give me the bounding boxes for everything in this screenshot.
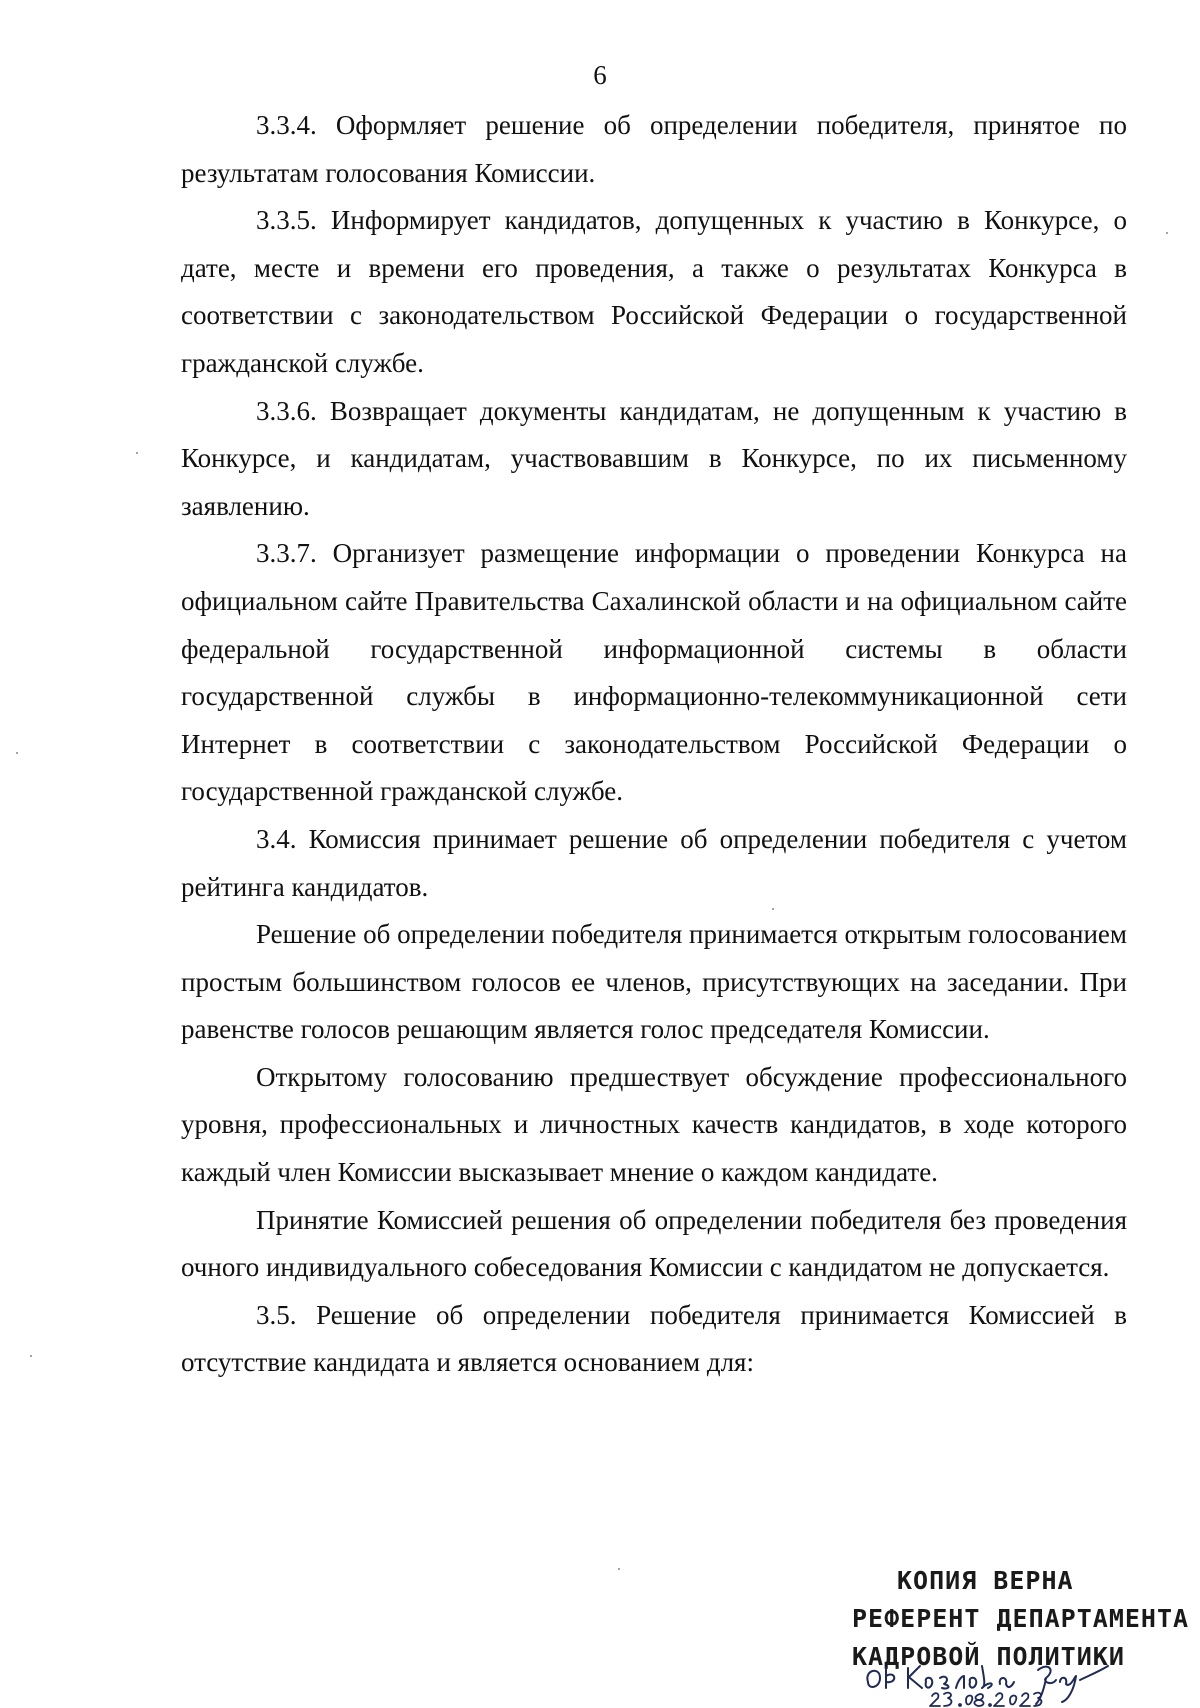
paragraph-3-3-6: 3.3.6. Возвращает документы кандидатам, не допущенным к участию в Конкурсе, и кандидатам, участвовавшим в Конкурсе, по их письменному заявлению. xyxy=(181,395,1127,521)
scan-speck xyxy=(772,908,774,910)
paragraph-3-3-4: 3.3.4. Оформляет решение об определении победителя, принятое по результатам голосования Комиссии. xyxy=(181,110,1127,188)
scan-speck xyxy=(1166,232,1168,234)
stamp-line-department: КАДРОВОЙ ПОЛИТИКИ xyxy=(852,1642,1125,1671)
scan-speck xyxy=(16,752,18,754)
scan-speck xyxy=(30,1355,32,1357)
handwritten-signature xyxy=(862,1660,1162,1708)
paragraph-3-3-7: 3.3.7. Организует размещение информации о проведении Конкурса на официальном сайте Правительства Сахалинской области и на официальном сайте федеральной государственной информационной системы в области государственной службы в информационно-телекоммуникационной сети Интернет в соответствии с законодательством Российской Федерации о государственной гражданской службе. xyxy=(181,538,1127,807)
paragraph-3-4: 3.4. Комиссия принимает решение об определении победителя с учетом рейтинга кандидатов. xyxy=(181,823,1127,902)
paragraph-open-vote: Открытому голосованию предшествует обсуждение профессионального уровня, профессиональных и личностных качеств кандидатов, в ходе которого каждый член Комиссии высказывает мнение о каждом кандидате. xyxy=(181,1061,1127,1188)
paragraph-3-3-5: 3.3.5. Информирует кандидатов, допущенных к участию в Конкурсе, о дате, месте и времени его проведения, а также о результатах Конкурса в соответствии с законодательством Российской Федерации о государственной гражданской службе. xyxy=(181,205,1127,378)
certified-copy-stamp xyxy=(852,1562,1189,1676)
scan-speck xyxy=(136,452,138,454)
scan-speck xyxy=(618,1568,620,1570)
paragraph-interview-required: Принятие Комиссией решения об определении победителя без проведения очного индивидуального собеседования Комиссии с кандидатом не допускается. xyxy=(181,1204,1127,1283)
paragraph-3-5: 3.5. Решение об определении победителя принимается Комиссией в отсутствие кандидата и является основанием для: xyxy=(181,1299,1127,1378)
paragraph-decision: Решение об определении победителя принимается открытым голосованием простым большинством голосов ее членов, присутствующих на заседании. При равенстве голосов решающим является голос председателя Комиссии. xyxy=(181,919,1127,1045)
stamp-line-referent: РЕФЕРЕНТ ДЕПАРТАМЕНТА xyxy=(852,1604,1190,1633)
page-number: 6 xyxy=(593,60,607,90)
document-body xyxy=(181,102,1127,1387)
stamp-line-copy: КОПИЯ ВЕРНА xyxy=(897,1566,1074,1595)
